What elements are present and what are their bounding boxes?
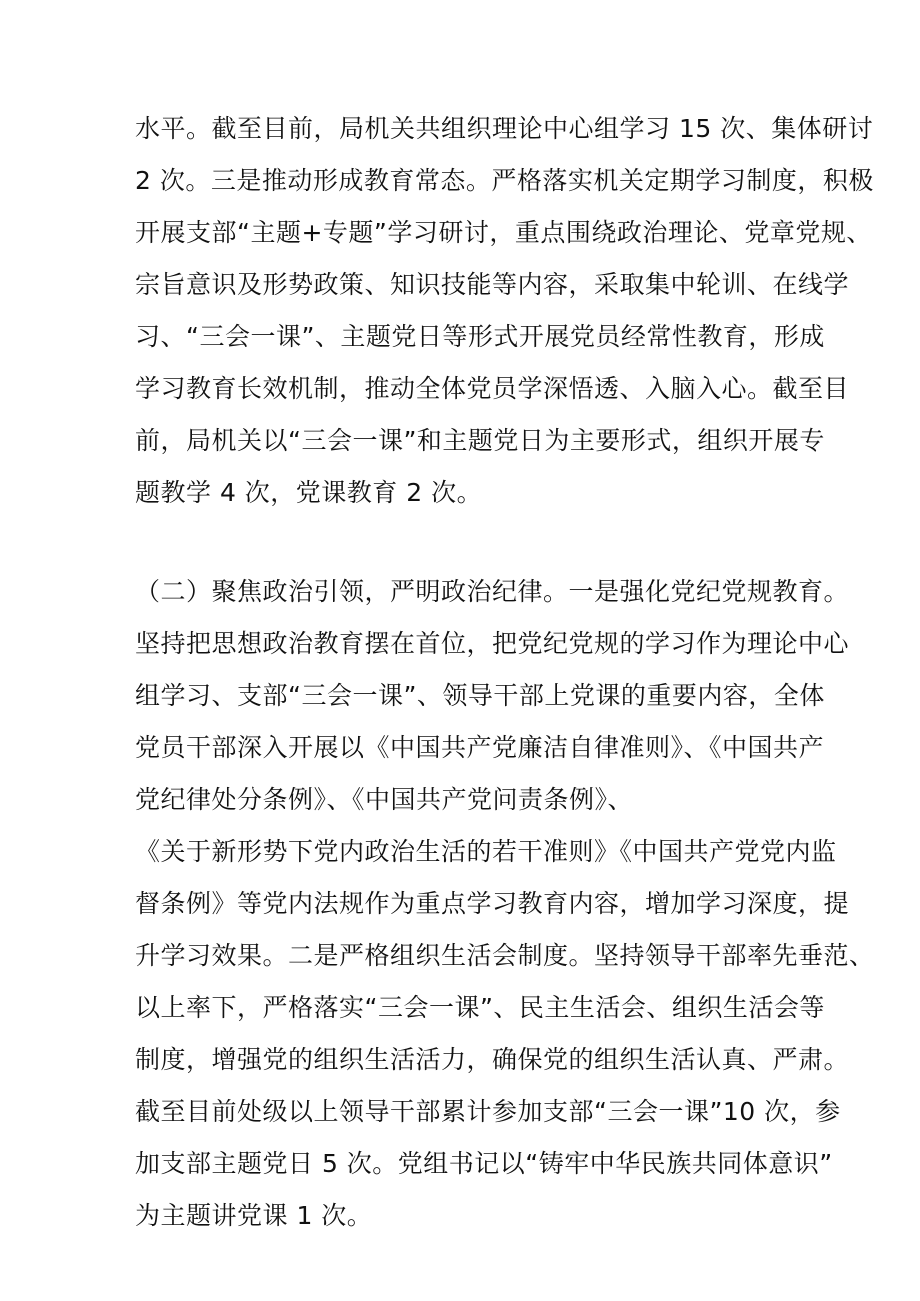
paragraph-1-line-2: 2 次。三是推动形成教育常态。严格落实机关定期学习制度，积极 (135, 166, 874, 195)
paragraph-2-line-3: 组学习、支部“三会一课”、领导干部上党课的重要内容，全体 (135, 681, 825, 710)
paragraph-2-line-2: 坚持把思想政治教育摆在首位，把党纪党规的学习作为理论中心 (135, 629, 850, 658)
paragraph-2-line-8: 升学习效果。二是严格组织生活会制度。坚持领导干部率先垂范、 (135, 941, 875, 970)
paragraph-2-line-9: 以上率下，严格落实“三会一课”、民主生活会、组织生活会等 (135, 993, 825, 1022)
paragraph-2-line-5: 党纪律处分条例》、《中国共产党问责条例》、 (135, 785, 634, 814)
paragraph-1-line-7: 前，局机关以“三会一课”和主题党日为主要形式，组织开展专 (135, 426, 825, 455)
paragraph-2-line-13: 为主题讲党课 1 次。 (135, 1201, 373, 1230)
paragraph-1-line-4: 宗旨意识及形势政策、知识技能等内容，采取集中轮训、在线学 (135, 270, 850, 299)
paragraph-2-line-11: 截至目前处级以上领导干部累计参加支部“三会一课”10 次，参 (135, 1097, 841, 1126)
paragraph-2-line-4: 党员干部深入开展以《中国共产党廉洁自律准则》、《中国共产 (135, 733, 825, 762)
paragraph-2-line-10: 制度，增强党的组织生活活力，确保党的组织生活认真、严肃。 (135, 1045, 850, 1074)
paragraph-2-line-7: 督条例》等党内法规作为重点学习教育内容，增加学习深度，提 (135, 889, 850, 918)
paragraph-1-line-8: 题教学 4 次，党课教育 2 次。 (135, 478, 483, 507)
paragraph-1-line-3: 开展支部“主题+专题”学习研讨，重点围绕政治理论、党章党规、 (135, 218, 872, 247)
paragraph-2-line-12: 加支部主题党日 5 次。党组书记以“铸牢中华民族共同体意识” (135, 1149, 833, 1178)
paragraph-1-line-1: 水平。截至目前，局机关共组织理论中心组学习 15 次、集体研讨 (135, 114, 874, 143)
paragraph-2-line-1: （二）聚焦政治引领，严明政治纪律。一是强化党纪党规教育。 (135, 577, 850, 606)
paragraph-1-line-5: 习、“三会一课”、主题党日等形式开展党员经常性教育，形成 (135, 322, 825, 351)
paragraph-1-line-6: 学习教育长效机制，推动全体党员学深悟透、入脑入心。截至目 (135, 374, 850, 403)
paragraph-2-line-6: 《关于新形势下党内政治生活的若干准则》《中国共产党党内监 (135, 837, 837, 866)
